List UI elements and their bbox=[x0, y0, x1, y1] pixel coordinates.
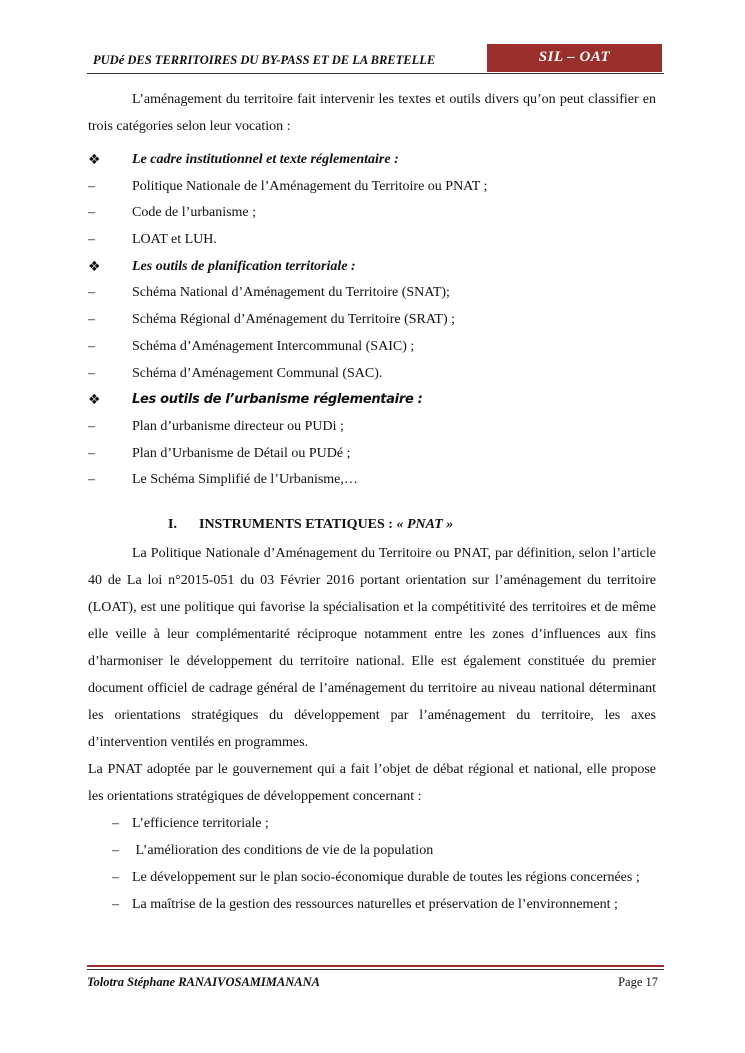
header-badge: SIL – OAT bbox=[487, 44, 662, 72]
footer-author: Tolotra Stéphane RANAIVOSAMIMANANA bbox=[87, 975, 320, 989]
page-number: Page 17 bbox=[618, 975, 658, 989]
list-item-text: Schéma d’Aménagement Intercommunal (SAIC) ; bbox=[132, 338, 415, 354]
list-item bbox=[88, 361, 656, 388]
category-group-2 bbox=[88, 254, 656, 387]
header-rule bbox=[87, 73, 664, 74]
dash-bullet-icon: – bbox=[88, 232, 95, 248]
group-heading-text: Les outils de planification territoriale : bbox=[132, 258, 356, 274]
list-item-text: L’amélioration des conditions de vie de la population bbox=[132, 842, 434, 858]
diamond-bullet-icon: ❖ bbox=[88, 152, 101, 168]
section-title bbox=[199, 511, 453, 538]
list-item-text: Politique Nationale de l’Aménagement du Territoire ou PNAT ; bbox=[132, 178, 488, 194]
footer-rule bbox=[87, 969, 664, 970]
list-item bbox=[88, 810, 656, 837]
list-item-text: Plan d’Urbanisme de Détail ou PUDé ; bbox=[132, 445, 351, 461]
list-item bbox=[88, 414, 656, 441]
list-item bbox=[88, 441, 656, 468]
dash-bullet-icon: – bbox=[112, 815, 119, 831]
list-item bbox=[88, 280, 656, 307]
list-item-text: Code de l’urbanisme ; bbox=[132, 205, 257, 221]
group-heading bbox=[88, 147, 656, 174]
intro-paragraph: L’aménagement du territoire fait intervenir les textes et outils divers qu’on peut classifier en trois catégories selon leur vocation : bbox=[88, 92, 656, 134]
list-item bbox=[88, 467, 656, 494]
group-heading-text: Les outils de l’urbanisme réglementaire : bbox=[132, 392, 423, 408]
dash-bullet-icon: – bbox=[88, 365, 95, 381]
dash-bullet-icon: – bbox=[88, 312, 95, 328]
footer-accent-rule bbox=[87, 965, 664, 967]
pnat-definition-paragraph: La Politique Nationale d’Aménagement du Territoire ou PNAT, par définition, selon l’article 40 de La loi n°2015-051 du 03 Février 2016 portant orientation sur l’aménagement du territoire (LOAT), est une politique qui favorise la spécialisation et la compétitivité des territoires et de même elle veille à leur complémentarité réciproque notamment entre les zones d’influences aux fins d’harmoniser le développement du territoire national. Elle est également constituée du premier document officiel de cadrage général de l’aménagement du territoire au niveau national déterminant les orientations stratégiques du développement par l’aménagement du territoire, les axes d’intervention ventilés en programmes. bbox=[88, 545, 656, 750]
dash-bullet-icon: – bbox=[88, 338, 95, 354]
list-item-text: LOAT et LUH. bbox=[132, 232, 217, 248]
dash-bullet-icon: – bbox=[88, 472, 95, 488]
list-item bbox=[88, 227, 656, 254]
group-heading bbox=[88, 254, 656, 281]
list-item bbox=[88, 891, 656, 918]
dash-bullet-icon: – bbox=[88, 205, 95, 221]
group-heading-text: Le cadre institutionnel et texte réglementaire : bbox=[132, 152, 399, 167]
list-item-text: Schéma Régional d’Aménagement du Territoire (SRAT) ; bbox=[132, 312, 456, 328]
section-title-emphasis: « PNAT » bbox=[396, 516, 454, 532]
category-group-3 bbox=[88, 387, 656, 494]
list-item-text: Le développement sur le plan socio-économique durable de toutes les régions concernées ; bbox=[132, 869, 640, 885]
dash-bullet-icon: – bbox=[88, 445, 95, 461]
list-item bbox=[88, 200, 656, 227]
list-item-text: Schéma National d’Aménagement du Territoire (SNAT); bbox=[132, 285, 450, 301]
list-item-text: L’efficience territoriale ; bbox=[132, 815, 269, 831]
group-heading bbox=[88, 387, 656, 414]
dash-bullet-icon: – bbox=[88, 285, 95, 301]
dash-bullet-icon: – bbox=[88, 418, 95, 434]
dash-bullet-icon: – bbox=[88, 178, 95, 194]
list-item bbox=[88, 334, 656, 361]
section-number: I. bbox=[168, 516, 177, 532]
section-heading bbox=[88, 511, 656, 538]
category-group-1 bbox=[88, 147, 656, 254]
list-item bbox=[88, 307, 656, 334]
list-item bbox=[88, 174, 656, 201]
orientation-list bbox=[88, 810, 656, 918]
diamond-bullet-icon: ❖ bbox=[88, 258, 101, 275]
dash-bullet-icon: – bbox=[112, 842, 119, 858]
list-item bbox=[88, 864, 656, 891]
list-item-text: Schéma d’Aménagement Communal (SAC). bbox=[132, 365, 383, 381]
page-content bbox=[88, 86, 656, 918]
pnat-adoption-paragraph: La PNAT adoptée par le gouvernement qui a fait l’objet de débat régional et national, elle propose les orientations stratégiques de développement concernant : bbox=[88, 761, 656, 804]
diamond-bullet-icon: ❖ bbox=[88, 392, 101, 409]
dash-bullet-icon: – bbox=[112, 869, 119, 885]
page-header bbox=[87, 42, 664, 74]
dash-bullet-icon: – bbox=[112, 896, 119, 912]
section-title-text: INSTRUMENTS ETATIQUES : bbox=[199, 516, 397, 532]
list-item-text: Le Schéma Simplifié de l’Urbanisme,… bbox=[132, 472, 358, 488]
page-footer bbox=[87, 965, 664, 995]
list-item-text: La maîtrise de la gestion des ressources naturelles et préservation de l’environnement ; bbox=[132, 896, 618, 912]
list-item-text: Plan d’urbanisme directeur ou PUDi ; bbox=[132, 418, 344, 434]
list-item bbox=[88, 837, 656, 864]
header-title: PUDé DES TERRITOIRES DU BY-PASS ET DE LA BRETELLE bbox=[93, 53, 436, 67]
